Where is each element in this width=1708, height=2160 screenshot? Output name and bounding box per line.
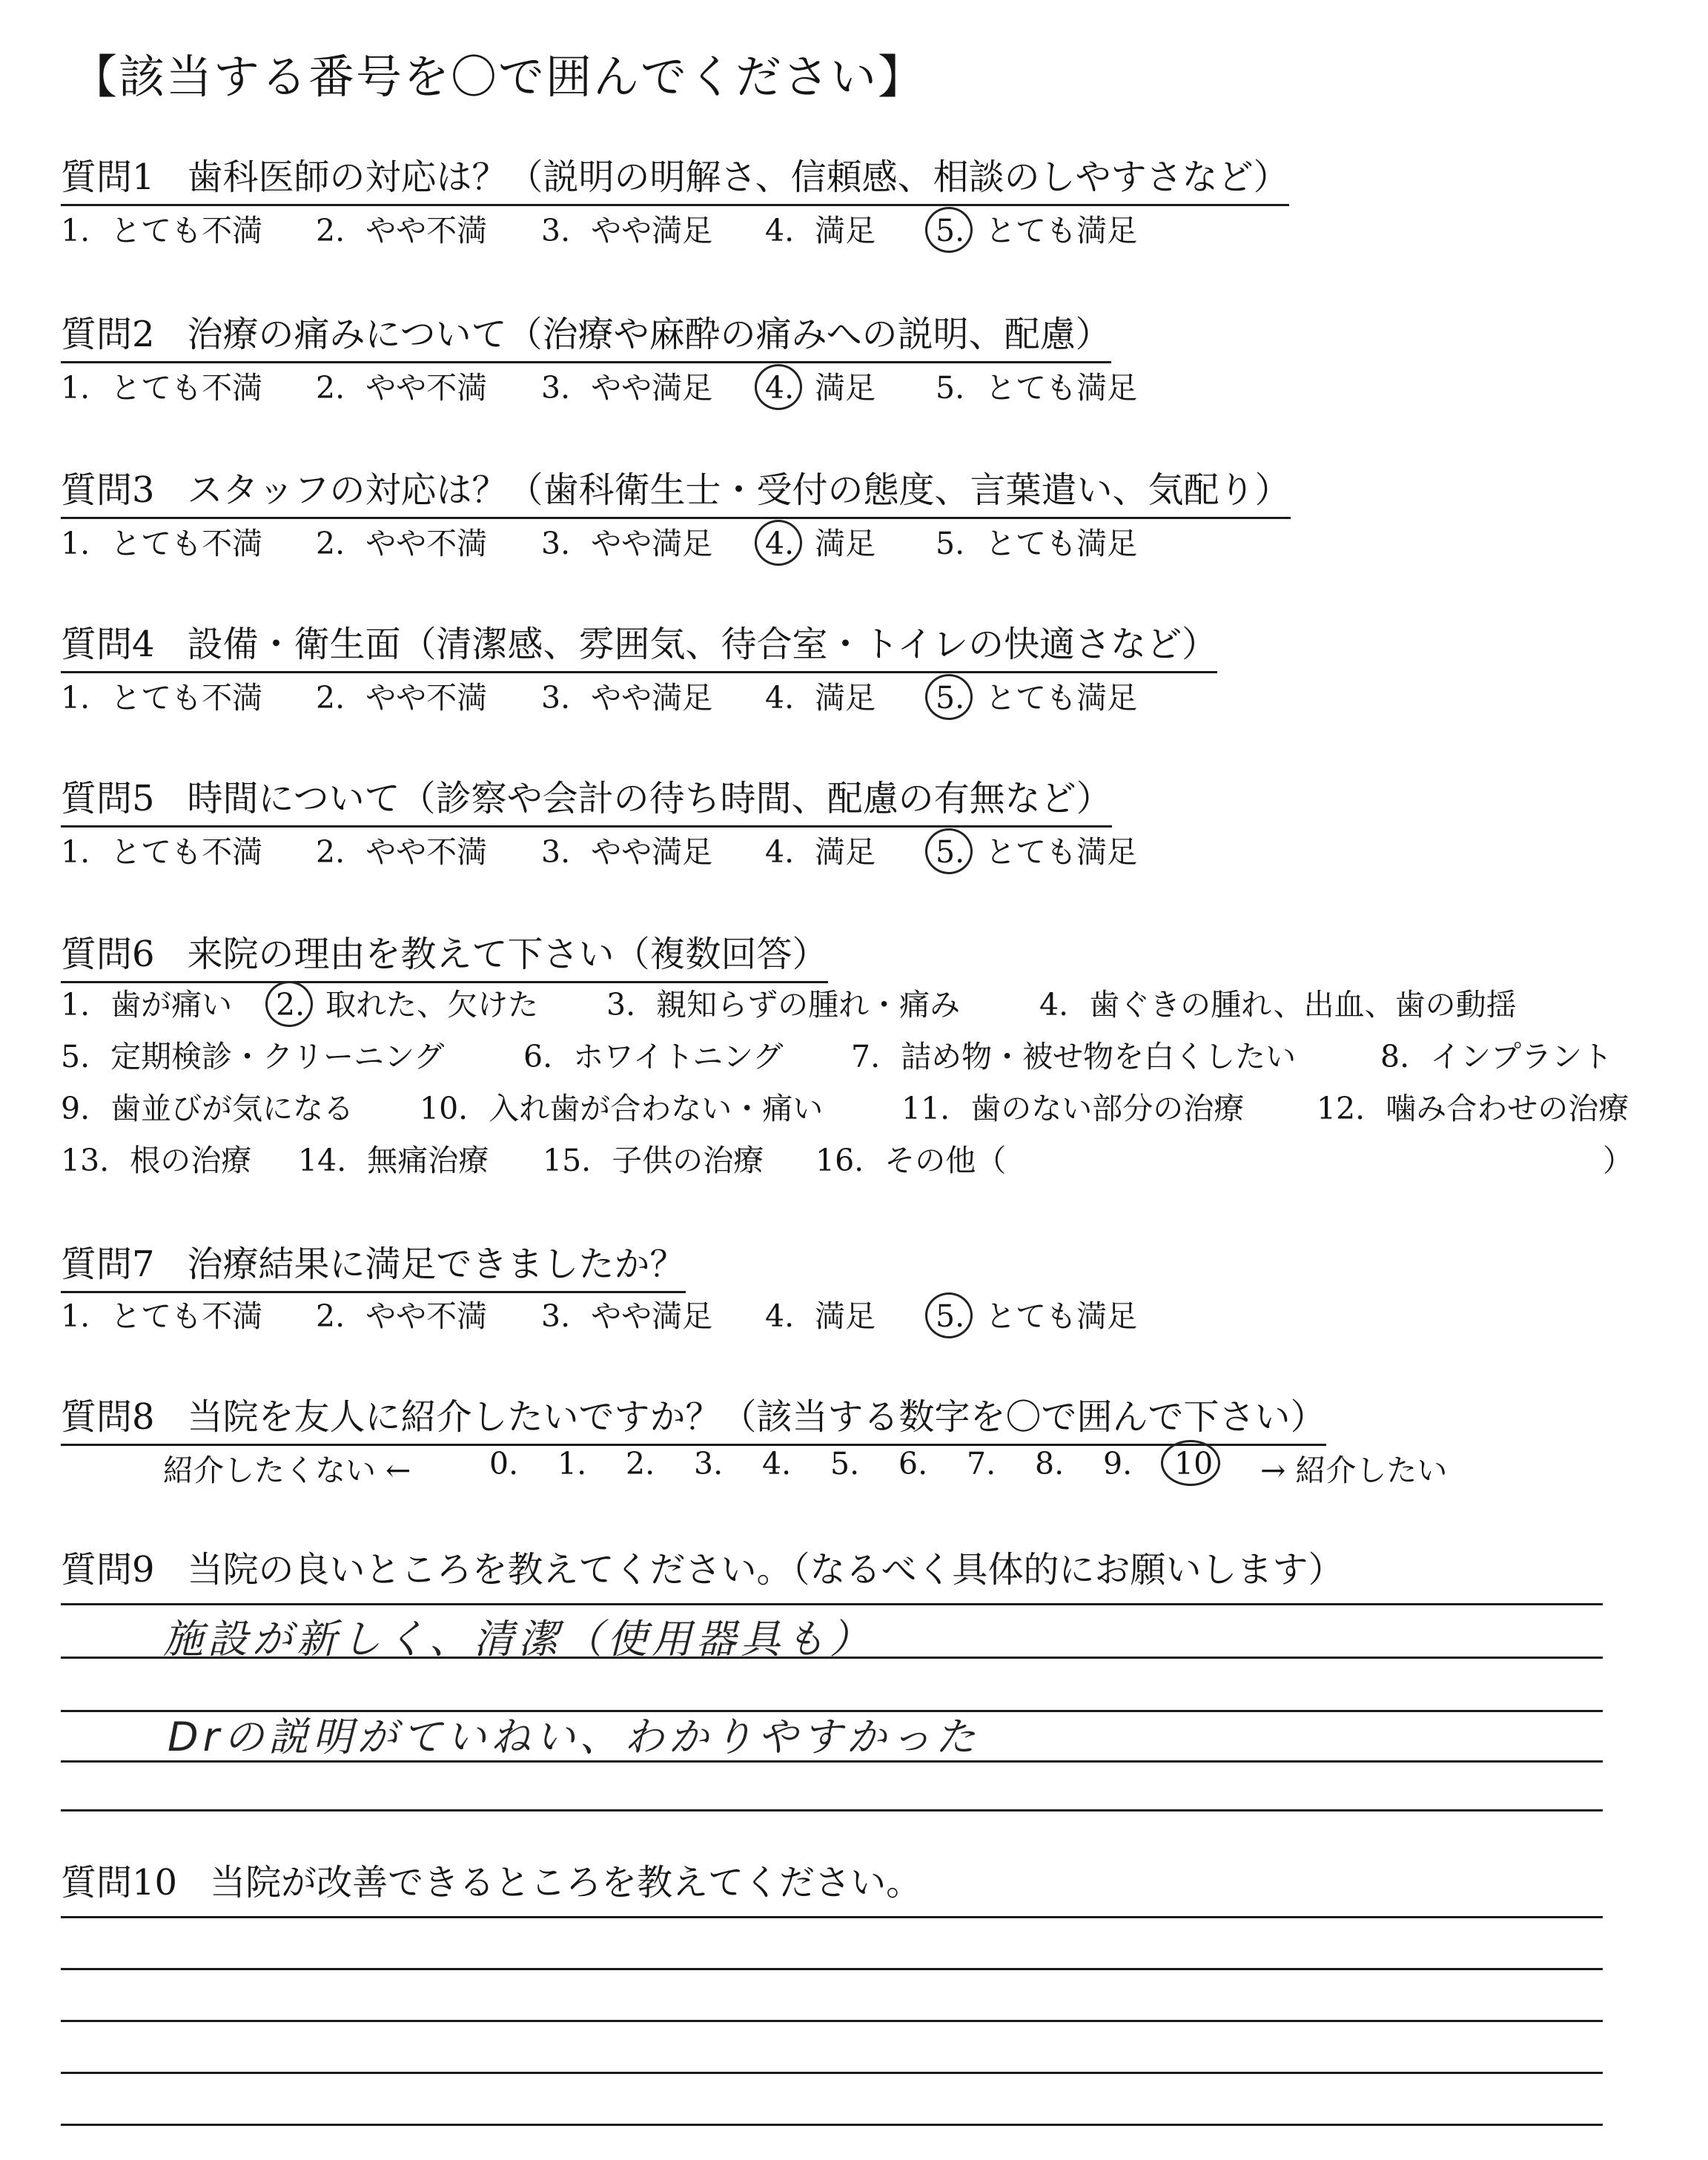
answer-line [61, 2072, 1603, 2074]
option-3[interactable]: 3. やや満足 [541, 1298, 713, 1334]
reason-1[interactable]: 1. 歯が痛い [61, 987, 233, 1023]
option-2[interactable]: 2. やや不満 [316, 213, 488, 248]
reason-11[interactable]: 11. 歯のない部分の治療 [901, 1091, 1245, 1126]
reason-9[interactable]: 9. 歯並びが気になる [61, 1091, 354, 1126]
question-5-title [61, 770, 1112, 828]
answer-line [61, 1809, 1603, 1811]
question-text: 時間について（診察や会計の待ち時間、配慮の有無など） [187, 778, 1112, 819]
option-3[interactable]: 3. やや満足 [541, 526, 713, 561]
option-3[interactable]: 3. やや満足 [541, 213, 713, 248]
reason-13[interactable]: 13. 根の治療 [61, 1143, 252, 1178]
question-number: 質問5 [61, 778, 155, 819]
option-4[interactable]: 4. 満足 [765, 213, 876, 248]
selection-circle [925, 207, 973, 253]
reason-12[interactable]: 12. 噛み合わせの治療 [1317, 1091, 1629, 1126]
scale-value-3[interactable]: 3. [694, 1446, 724, 1482]
question-text: スタッフの対応は？（歯科衛生士・受付の態度、言葉遣い、気配り） [187, 469, 1291, 511]
scale-value-10-selected[interactable]: 10 [1174, 1446, 1213, 1482]
scale-value-9[interactable]: 9. [1103, 1446, 1133, 1482]
answer-line [61, 1916, 1603, 1918]
question-3-title [61, 461, 1291, 519]
question-number: 質問8 [61, 1396, 155, 1438]
question-number: 質問3 [61, 469, 155, 511]
scale-value-6[interactable]: 6. [898, 1446, 928, 1482]
reason-4[interactable]: 4. 歯ぐきの腫れ、出血、歯の動揺 [1039, 987, 1517, 1023]
option-1[interactable]: 1. とても不満 [61, 1298, 263, 1334]
option-4[interactable]: 4. 満足 [765, 680, 876, 716]
option-5-selected[interactable]: 5. とても満足 [936, 206, 1137, 250]
reason-6[interactable]: 6. ホワイトニング [523, 1039, 784, 1074]
selection-circle [1161, 1440, 1220, 1486]
question-text: 当院が改善できるところを教えてください。 [210, 1862, 922, 1903]
question-text: 治療結果に満足できましたか？ [187, 1244, 686, 1285]
question-text: 当院を友人に紹介したいですか？（該当する数字を〇で囲んで下さい） [187, 1396, 1326, 1438]
option-2[interactable]: 2. やや不満 [316, 1298, 488, 1334]
option-5-selected[interactable]: 5. とても満足 [936, 673, 1137, 717]
selection-circle [755, 364, 802, 410]
question-7-title [61, 1235, 686, 1293]
option-1[interactable]: 1. とても不満 [61, 834, 263, 870]
scale-value-2[interactable]: 2. [626, 1446, 655, 1482]
option-1[interactable]: 1. とても不満 [61, 370, 263, 406]
option-1[interactable]: 1. とても不満 [61, 526, 263, 561]
page-heading: 【該当する番号を〇で囲んでください】 [71, 50, 926, 104]
option-4-selected[interactable]: 4. 満足 [765, 363, 875, 407]
question-number: 質問6 [61, 934, 155, 975]
question-4-title [61, 615, 1217, 673]
scale-value-1[interactable]: 1. [557, 1446, 587, 1482]
option-1[interactable]: 1. とても不満 [61, 680, 263, 716]
question-number: 質問1 [61, 156, 155, 198]
reason-5[interactable]: 5. 定期検診・クリーニング [61, 1039, 445, 1074]
option-3[interactable]: 3. やや満足 [541, 834, 713, 870]
scale-value-0[interactable]: 0. [489, 1446, 519, 1482]
handwritten-answer-line-1: 施設が新しく、清潔（使用器具も） [163, 1616, 874, 1662]
selection-circle [925, 674, 973, 720]
option-3[interactable]: 3. やや満足 [541, 680, 713, 716]
reason-16-other[interactable]: 16. その他（ [815, 1143, 1007, 1178]
reason-7[interactable]: 7. 詰め物・被せ物を白くしたい [851, 1039, 1297, 1074]
answer-line [61, 2124, 1603, 2126]
question-text: 治療の痛みについて（治療や麻酔の痛みへの説明、配慮） [187, 314, 1111, 355]
option-5-selected[interactable]: 5. とても満足 [936, 1292, 1137, 1335]
scale-value-5[interactable]: 5. [830, 1446, 860, 1482]
question-1-title [61, 148, 1289, 206]
reason-2-selected[interactable]: 2. 取れた、欠けた [276, 980, 538, 1024]
question-text: 設備・衛生面（清潔感、雰囲気、待合室・トイレの快適さなど） [187, 624, 1218, 665]
selection-circle [925, 828, 973, 874]
question-6-title [61, 925, 828, 983]
question-text: 歯科医師の対応は？（説明の明解さ、信頼感、相談のしやすさなど） [187, 156, 1289, 198]
question-text: 当院の良いところを教えてください。（なるべく具体的にお願いします） [187, 1549, 1344, 1591]
question-2-title [61, 305, 1111, 363]
selection-circle [925, 1292, 973, 1338]
question-number: 質問10 [61, 1862, 178, 1903]
reason-8[interactable]: 8. インプラント [1380, 1039, 1613, 1074]
answer-line [61, 1603, 1603, 1605]
option-1[interactable]: 1. とても不満 [61, 213, 263, 248]
reason-15[interactable]: 15. 子供の治療 [543, 1143, 764, 1178]
option-4[interactable]: 4. 満足 [765, 834, 876, 870]
question-6-reasons-row-4 [61, 1136, 1647, 1180]
handwritten-answer-line-2: Drの説明がていねい、わかりやすかった [168, 1714, 980, 1760]
selection-circle [265, 981, 313, 1027]
option-4-selected[interactable]: 4. 満足 [765, 519, 875, 563]
question-number: 質問9 [61, 1549, 155, 1591]
reason-14[interactable]: 14. 無痛治療 [298, 1143, 489, 1178]
question-text: 来院の理由を教えて下さい（複数回答） [187, 934, 828, 975]
option-5[interactable]: 5. とても満足 [936, 370, 1138, 406]
scale-value-7[interactable]: 7. [967, 1446, 996, 1482]
option-4[interactable]: 4. 満足 [765, 1298, 876, 1334]
scale-value-4[interactable]: 4. [762, 1446, 792, 1482]
reason-3[interactable]: 3. 親知らずの腫れ・痛み [606, 987, 961, 1023]
answer-line [61, 1968, 1603, 1970]
question-9-title [61, 1541, 1344, 1596]
scale-right-label: → 紹介したい [1260, 1453, 1448, 1488]
option-2[interactable]: 2. やや不満 [316, 370, 488, 406]
question-10-title [61, 1854, 921, 1909]
selection-circle [755, 520, 802, 566]
question-number: 質問2 [61, 314, 155, 355]
answer-line [61, 2020, 1603, 2022]
reason-16-close-paren: ） [1603, 1143, 1633, 1178]
option-5[interactable]: 5. とても満足 [936, 526, 1138, 561]
option-3[interactable]: 3. やや満足 [541, 370, 713, 406]
option-2[interactable]: 2. やや不満 [316, 834, 488, 870]
question-number: 質問4 [61, 624, 155, 665]
scale-value-8[interactable]: 8. [1035, 1446, 1065, 1482]
option-2[interactable]: 2. やや不満 [316, 680, 488, 716]
option-2[interactable]: 2. やや不満 [316, 526, 488, 561]
question-number: 質問7 [61, 1244, 155, 1285]
question-8-title [61, 1388, 1326, 1446]
option-5-selected[interactable]: 5. とても満足 [936, 828, 1137, 871]
scale-left-label: 紹介したくない ← [163, 1453, 411, 1488]
reason-10[interactable]: 10. 入れ歯が合わない・痛い [420, 1091, 824, 1126]
